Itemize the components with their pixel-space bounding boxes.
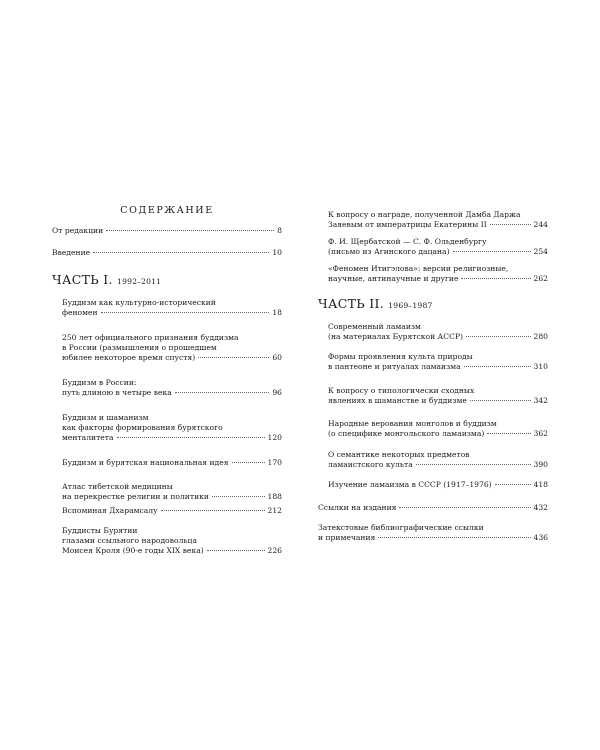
dot-leader [487,433,530,434]
entry-title-line: ламаистского культа [328,460,413,469]
entry-title-line: «Феномен Итигэлова»: версии религиозные, [328,264,509,273]
entry-title-line: Вспоминая Дхарамсалу [62,506,158,515]
entry-page: 418 [533,480,548,489]
entry-title-line: юбилее некоторое время спустя) [62,353,196,362]
dot-leader [461,278,530,279]
entry-title-line: Затекстовые библиографические ссылки [318,523,484,532]
part-label: ЧАСТЬ II. [318,296,384,311]
dot-leader [416,464,531,465]
entry-page: 226 [267,546,282,555]
toc-entry[interactable] [328,480,548,490]
entry-title-line: О семантике некоторых предметов [328,450,470,459]
entry-title-line: Заяевым от императрицы Екатерины II [328,220,487,229]
toc-entry[interactable] [328,264,548,284]
part-heading [318,296,433,311]
entry-page: 188 [267,492,282,501]
toc-entry[interactable] [62,526,282,556]
dot-leader [466,336,531,337]
entry-page: 390 [533,460,548,469]
entry-title-line: Моисея Кроля (90-е годы XIX века) [62,546,204,555]
entry-page: 60 [272,353,282,362]
toc-entry[interactable] [62,298,282,318]
entry-title-line: Ссылки на издания [318,503,397,512]
part-label: ЧАСТЬ I. [52,272,113,287]
dot-leader [207,550,265,551]
contents-heading: СОДЕРЖАНИЕ [120,205,214,216]
toc-entry[interactable] [52,226,282,236]
entry-page: 362 [533,429,548,438]
toc-entry[interactable] [328,210,548,230]
entry-page: 280 [533,332,548,341]
toc-entry[interactable] [328,352,548,372]
entry-title-line: менталитета [62,433,114,442]
entry-page: 310 [533,362,548,371]
entry-title: Введение [52,248,91,257]
dot-leader [106,230,274,231]
entry-page: 96 [272,388,282,397]
entry-title: От редакции [52,226,104,235]
toc-entry[interactable] [328,419,548,439]
entry-title-line: Буддизм как культурно-исторический [62,298,216,307]
entry-title-line: Буддизм и шаманизм [62,413,149,422]
entry-title-line: научные, антинаучные и другие [328,274,459,283]
entry-title-line: Буддизм в России: [62,378,137,387]
dot-leader [232,462,265,463]
part-years: 1969–1987 [388,301,433,310]
entry-title-line: на перекрестке религии и политики [62,492,209,501]
dot-leader [470,400,531,401]
entry-title-line: в России (размышления о прошедшем [62,343,217,352]
entry-page: 342 [533,396,548,405]
dot-leader [495,484,531,485]
dot-leader [161,510,265,511]
dot-leader [490,224,531,225]
dot-leader [198,357,269,358]
entry-title-line: путь длиною в четыре века [62,388,172,397]
entry-title-line: Буддисты Бурятии [62,526,138,535]
entry-page: 432 [533,503,548,512]
entry-title-line: Современный ламаизм [328,322,421,331]
toc-entry[interactable] [328,322,548,342]
entry-page: 170 [267,458,282,467]
entry-page: 244 [533,220,548,229]
dot-leader [101,312,270,313]
entry-title-line: и примечания [318,533,376,542]
toc-entry[interactable] [318,523,548,543]
dot-leader [175,392,270,393]
entry-title-line: Атлас тибетской медицины [62,482,173,491]
entry-title-line: Ф. И. Щербатской — С. Ф. Ольденбургу [328,237,487,246]
dot-leader [117,437,265,438]
dot-leader [378,537,530,538]
entry-title-line: Буддизм и бурятская национальная идея [62,458,229,467]
entry-title-line: (о специфике монгольского ламаизма) [328,429,485,438]
entry-page: 254 [533,247,548,256]
entry-title-line: Народные верования монголов и буддизм [328,419,497,428]
entry-title-line: Формы проявления культа природы [328,352,473,361]
entry-page: 120 [267,433,282,442]
entry-page: 212 [267,506,282,515]
entry-title-line: Изучение ламаизма в СССР (1917–1976) [328,480,492,489]
toc-entry[interactable] [62,378,282,398]
part-heading [52,272,161,287]
entry-page: 8 [277,226,282,235]
part-years: 1992–2011 [117,277,162,286]
entry-page: 18 [272,308,282,317]
entry-title-line: как факторы формирования бурятского [62,423,223,432]
entry-title-line: (письмо из Агинского дацана) [328,247,450,256]
toc-entry[interactable] [52,248,282,258]
entry-title-line: глазами ссыльного народовольца [62,536,197,545]
entry-title-line: 250 лет официального признания буддизма [62,333,239,342]
toc-entry[interactable] [62,482,282,502]
entry-title-line: в пантеоне и ритуалах ламаизма [328,362,461,371]
entry-page: 262 [533,274,548,283]
dot-leader [464,366,531,367]
dot-leader [453,251,531,252]
entry-title-line: феномен [62,308,98,317]
entry-page: 10 [272,248,282,257]
dot-leader [399,507,530,508]
toc-entry[interactable] [328,237,548,257]
toc-entry[interactable] [318,503,548,513]
toc-entry[interactable] [62,458,282,468]
entry-page: 436 [533,533,548,542]
entry-title-line: К вопросу о награде, полученной Дамба Даржа [328,210,521,219]
toc-entry[interactable] [328,450,548,470]
toc-entry[interactable] [62,506,282,516]
dot-leader [212,496,265,497]
dot-leader [93,252,269,253]
entry-title-line: К вопросу о типологически сходных [328,386,475,395]
entry-title-line: (на материалах Бурятской АССР) [328,332,463,341]
toc-entry[interactable] [62,333,282,363]
toc-entry[interactable] [328,386,548,406]
entry-title-line: явлениях в шаманстве и буддизме [328,396,467,405]
toc-entry[interactable] [62,413,282,443]
